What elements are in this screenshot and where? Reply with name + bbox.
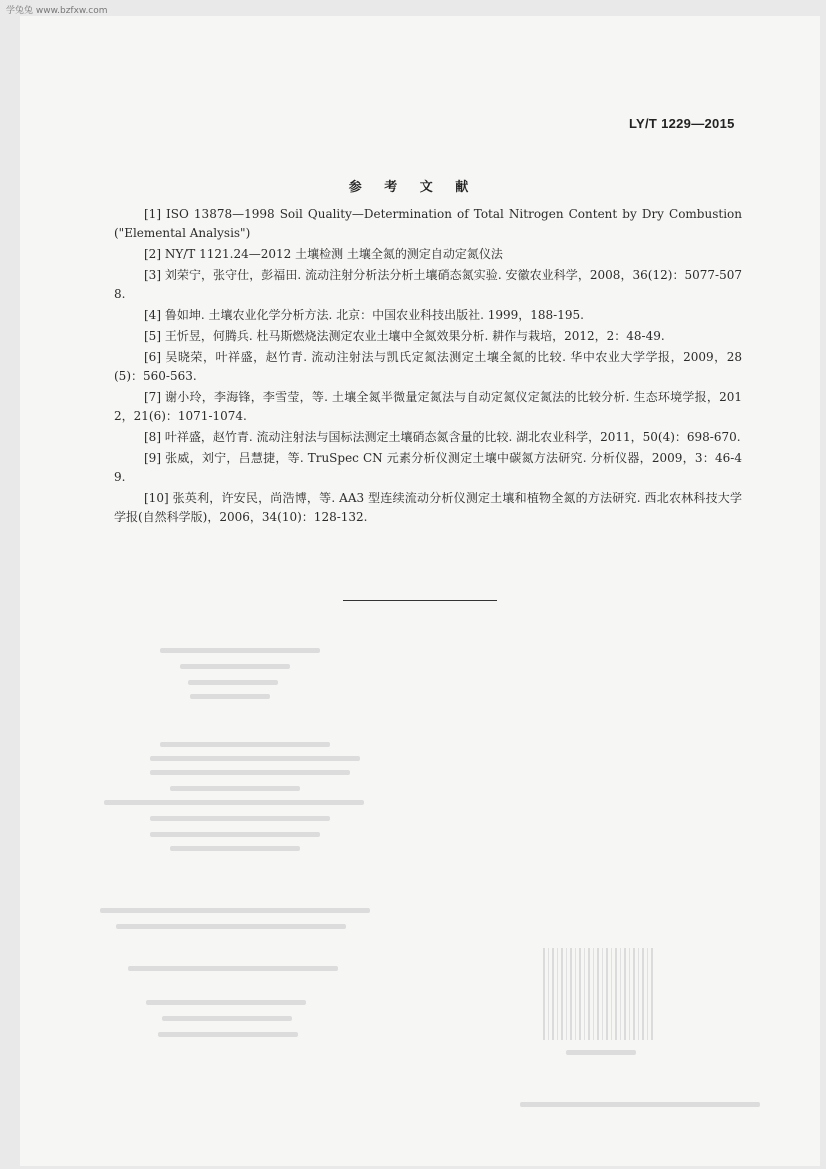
references-title: 参 考 文 献 bbox=[348, 180, 478, 195]
reference-item: [5] 王忻昱，何腾兵. 杜马斯燃烧法测定农业土壤中全氮效果分析. 耕作与栽培，2012，2：48-49. bbox=[144, 329, 665, 343]
reference-item: [7] 谢小玲，李海锋，李雪莹，等. 土壤全氮半微量定氮法与自动定氮仪定氮法的比较分析. 生态环境学报，2012，21(6)：1071-1074. bbox=[114, 390, 742, 423]
standard-code: LY/T 1229—2015 bbox=[629, 116, 735, 131]
reference-item: [6] 吴晓荣，叶祥盛，赵竹青. 流动注射法与凯氏定氮法测定土壤全氮的比较. 华中农业大学学报，2009，28(5)：560-563. bbox=[114, 350, 742, 383]
reference-item: [10] 张英利，许安民，尚浩博，等. AA3 型连续流动分析仪测定土壤和植物全氮的方法研究. 西北农林科技大学学报(自然科学版)，2006，34(10)：128-132. bbox=[114, 491, 742, 524]
reference-item: [8] 叶祥盛，赵竹青. 流动注射法与国标法测定土壤硝态氮含量的比较. 湖北农业科学，2011，50(4)：698-670. bbox=[144, 430, 741, 444]
reference-list bbox=[114, 205, 742, 529]
reference-item: [9] 张威，刘宁，吕慧捷，等. TruSpec CN 元素分析仪测定土壤中碳氮方法研究. 分析仪器，2009，3：46-49. bbox=[114, 451, 742, 484]
bleed-through-barcode bbox=[543, 948, 653, 1040]
end-rule bbox=[343, 600, 497, 601]
reference-item: [2] NY/T 1121.24—2012 土壤检测 土壤全氮的测定自动定氮仪法 bbox=[144, 247, 503, 261]
reference-item: [3] 刘荣宁，张守仕，彭福田. 流动注射分析法分析土壤硝态氮实验. 安徽农业科学，2008，36(12)：5077-5078. bbox=[114, 268, 742, 301]
site-watermark: 学兔兔 www.bzfxw.com bbox=[6, 6, 108, 16]
reference-item: [1] ISO 13878—1998 Soil Quality—Determination of Total Nitrogen Content by Dry Combustion ("Elemental Analysis") bbox=[114, 207, 742, 240]
reference-item: [4] 鲁如坤. 土壤农业化学分析方法. 北京：中国农业科技出版社. 1999，188-195. bbox=[144, 308, 584, 322]
